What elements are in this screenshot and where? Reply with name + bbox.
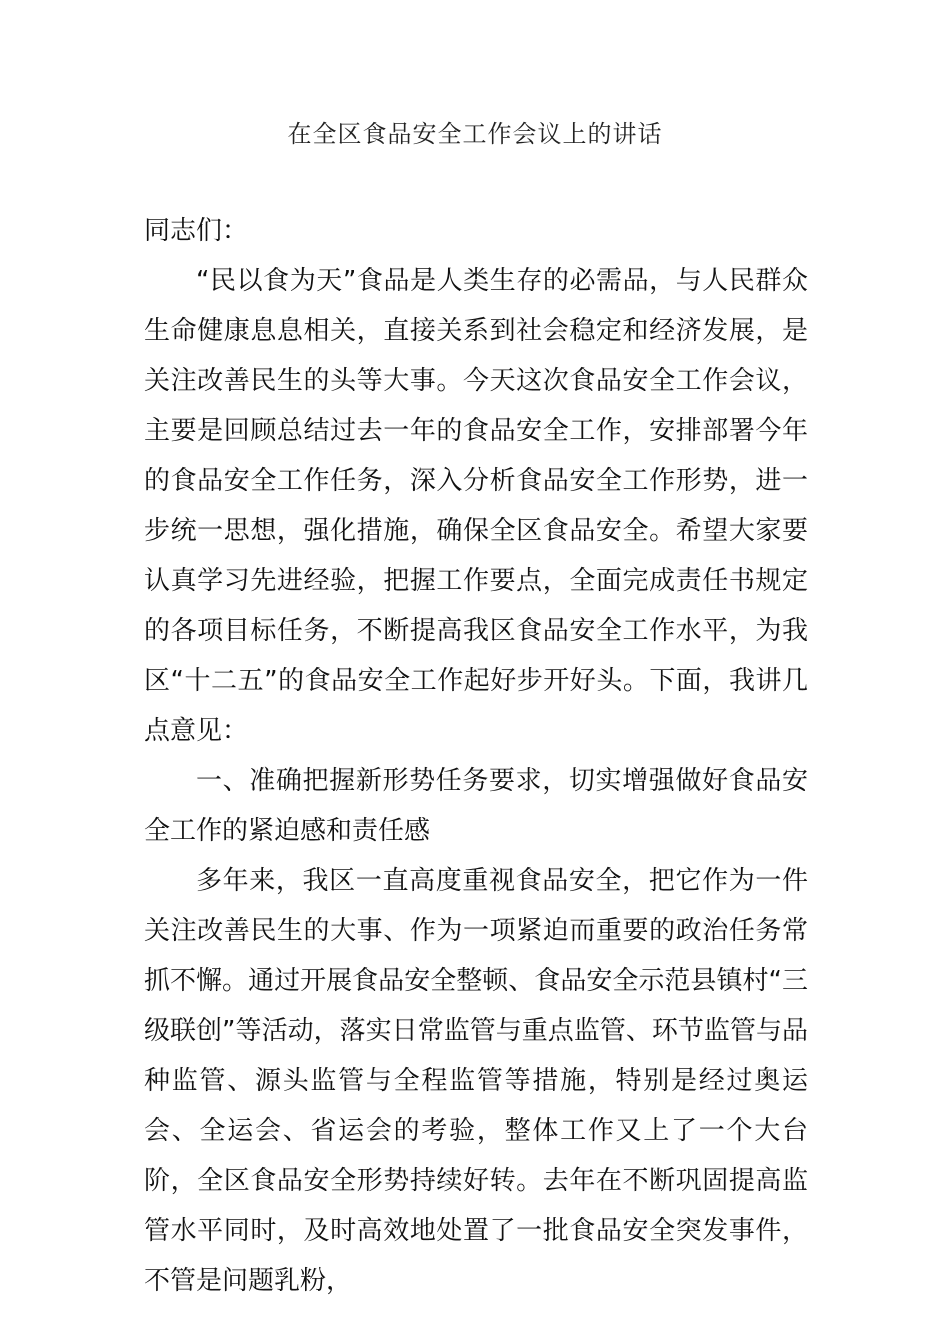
document-body	[144, 206, 808, 1306]
section-heading-1: 一、准确把握新形势任务要求，切实增强做好食品安全工作的紧迫感和责任感	[144, 766, 808, 846]
salutation: 同志们：	[144, 216, 249, 246]
paragraph-section-1: 多年来，我区一直高度重视食品安全，把它作为一件关注改善民生的大事、作为一项紧迫而重要的政治任务常抓不懈。通过开展食品安全整顿、食品安全示范县镇村“三级联创”等活动，落实日常监管与重点监管、环节监管与品种监管、源头监管与全程监管等措施，特别是经过奥运会、全运会、省运会的考验，整体工作又上了一个大台阶，全区食品安全形势持续好转。去年在不断巩固提高监管水平同时，及时高效地处置了一批食品安全突发事件，不管是问题乳粉，	[144, 866, 808, 1296]
paragraph-intro: “民以食为天”食品是人类生存的必需品，与人民群众生命健康息息相关，直接关系到社会稳定和经济发展，是关注改善民生的头等大事。今天这次食品安全工作会议，主要是回顾总结过去一年的食品安全工作，安排部署今年的食品安全工作任务，深入分析食品安全工作形势，进一步统一思想，强化措施，确保全区食品安全。希望大家要认真学习先进经验，把握工作要点，全面完成责任书规定的各项目标任务，不断提高我区食品安全工作水平，为我区“十二五”的食品安全工作起好步开好头。下面，我讲几点意见：	[144, 266, 808, 746]
document-title: 在全区食品安全工作会议上的讲话	[287, 120, 663, 148]
